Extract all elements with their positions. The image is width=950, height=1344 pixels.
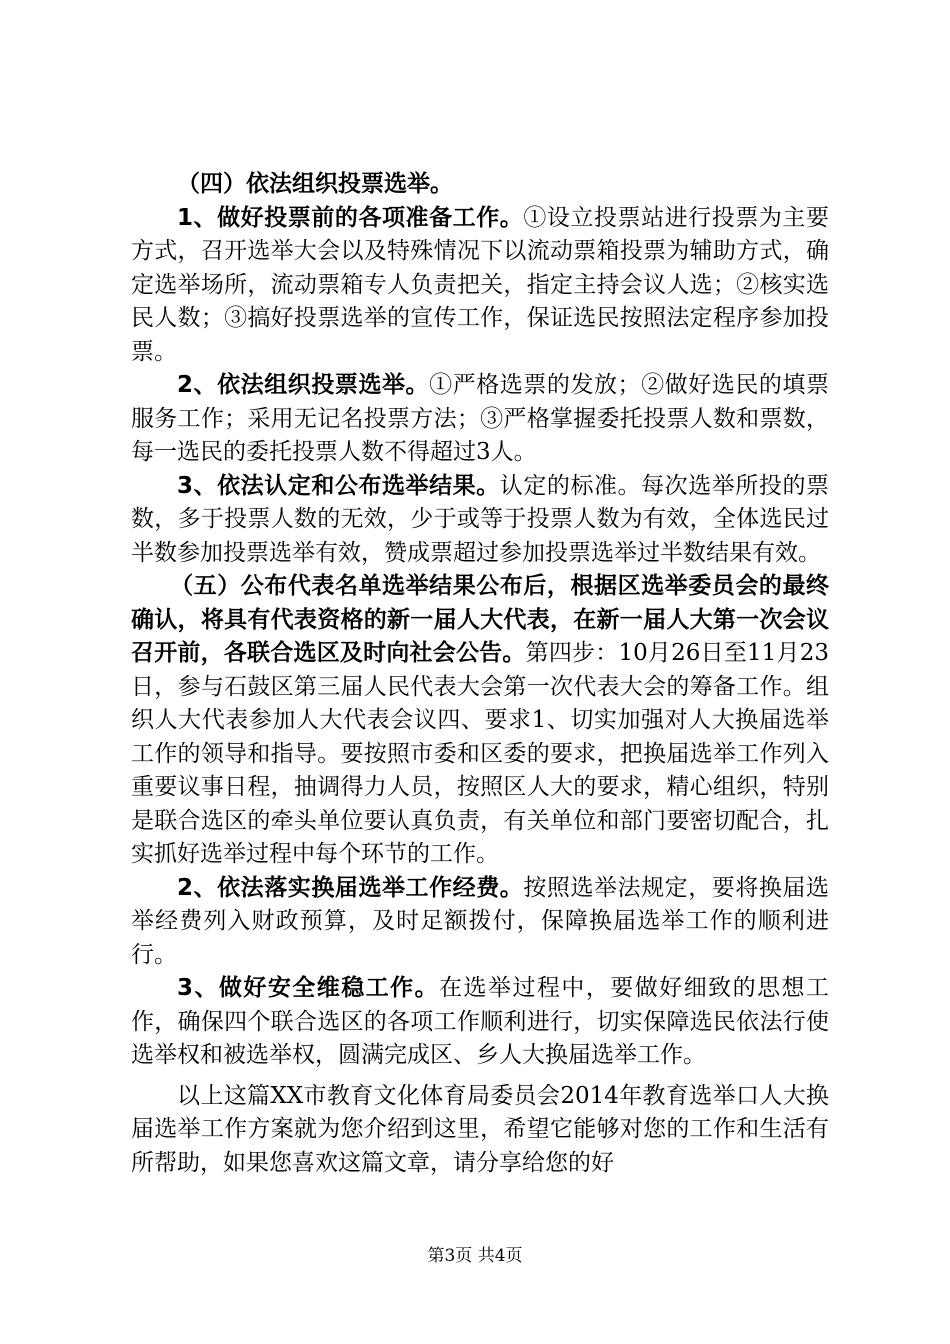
section-heading-4 [131, 168, 829, 202]
body-text: 认定的标准。每次选举所投的票数，多于投票人数的无效，少于或等于投票人数为有效，全体选民过半数参加投票选举有效，赞成票超过参加投票选举过半数结果有效。 [131, 472, 829, 566]
paragraph-funding [131, 872, 829, 973]
bold-lead: 1、做好投票前的各项准备工作。 [177, 204, 524, 231]
bold-lead: 3、做好安全维稳工作。 [177, 975, 440, 1001]
paragraph-closing [131, 1080, 829, 1181]
document-body [131, 168, 829, 1180]
bold-lead: 2、依法落实换届选举工作经费。 [177, 874, 524, 901]
paragraph-organize-voting [131, 369, 829, 470]
bold-lead: （四）依法组织投票选举。 [177, 171, 453, 197]
bold-lead: 3、依法认定和公布选举结果。 [177, 472, 500, 499]
paragraph-security [131, 972, 829, 1073]
body-text: ①严格选票的发放；②做好选民的填票服务工作；采用无记名投票方法；③严格掌握委托投票人数和票数，每一选民的委托投票人数不得超过3人。 [131, 372, 829, 465]
body-text: 以上这篇XX市教育文化体育局委员会2014年教育选举口人大换届选举工作方案就为您介绍到这里，希望它能够对您的工作和生活有所帮助，如果您喜欢这篇文章，请分享给您的好 [131, 1082, 829, 1176]
body-text: 按照选举法规定，要将换届选举经费列入财政预算，及时足额拨付，保障换届选举工作的顺利进行。 [131, 874, 829, 968]
body-text: 在选举过程中，要做好细致的思想工作，确保四个联合选区的各项工作顺利进行，切实保障选民依法行使选举权和被选举权，圆满完成区、乡人大换届选举工作。 [131, 975, 829, 1068]
section-heading-5 [131, 570, 829, 872]
body-text: ①设立投票站进行投票为主要方式，召开选举大会以及特殊情况下以流动票箱投票为辅助方式，确定选举场所，流动票箱专人负责把关，指定主持会议人选；②核实选民人数；③搞好投票选举的宣传工作，保证选民按照法定程序参加投票。 [131, 204, 829, 365]
paragraph-results [131, 470, 829, 571]
paragraph-prep-work [131, 202, 829, 370]
page-footer: 第3页 共4页 [427, 1246, 523, 1266]
body-text: 第四步：10月26日至11月23日，参与石鼓区第三届人民代表大会第一次代表大会的筹备工作。组织人大代表参加人大代表会议四、要求1、切实加强对人大换届选举工作的领导和指导。要按照市委和区委的要求，把换届选举工作列入重要议事日程，抽调得力人员，按照区人大的要求，精心组织，特别是联合选区的牵头单位要认真负责，有关单位和部门要密切配合，扎实抓好选举过程中每个环节的工作。 [131, 640, 830, 867]
bold-lead: 2、依法组织投票选举。 [177, 372, 430, 398]
bold-lead: （五）公布代表名单选举结果公布后，根据区选举委员会的最终确认，将具有代表资格的新一届人大代表，在新一届人大第一次会议召开前，各联合选区及时向社会公告。 [131, 573, 829, 666]
